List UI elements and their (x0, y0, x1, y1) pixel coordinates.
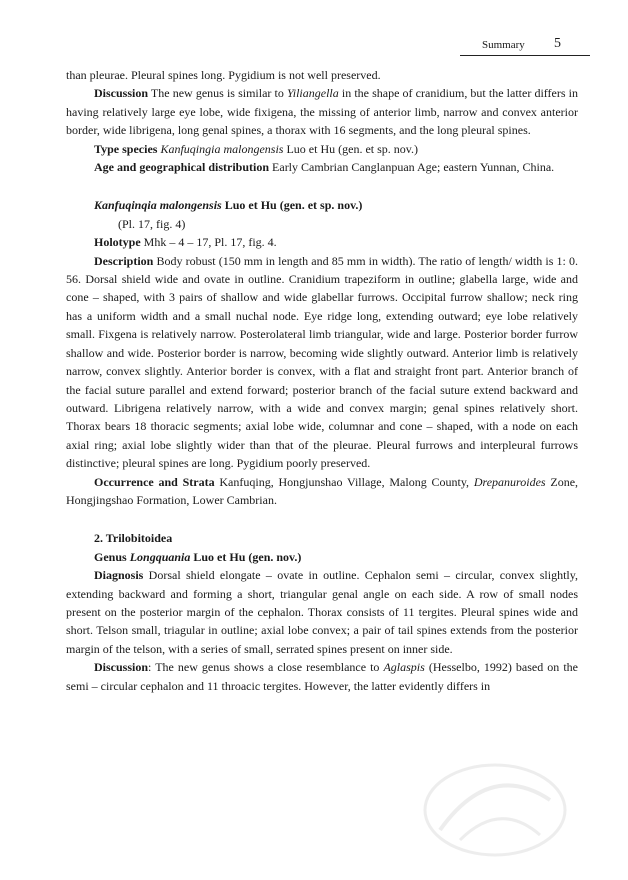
label-description: Description (94, 253, 154, 268)
body-text (66, 66, 578, 695)
paragraph-discussion-2: Discussion: The new genus shows a close resemblance to Aglaspis (Hesselbo, 1992) based on the semi – circular cephalon and 11 throacic tergites. However, the latter evidently differs in (66, 660, 578, 693)
page-number: 5 (554, 36, 561, 51)
paragraph-continuation: than pleurae. Pleural spines long. Pygidium is not well preserved. (66, 68, 381, 82)
label-occurrence: Occurrence and Strata (94, 474, 215, 489)
label-holotype: Holotype (94, 235, 141, 250)
paragraph-description: Description Body robust (150 mm in length and 85 mm in width). The ratio of length/ width is 1: 0. 56. Dorsal shield wide and ovate in outline. Cranidium trapeziform in outline; glabella large, wide and cone – shaped, with 3 pairs of shallow and wide glabellar furrows. Occipital furrow shallow; neck ring has a uniform width and a small nuchal node. Eye ridge long, extending outward; eye lobe relatively small. Fixgena is relatively narrow. Posterolateral limb triangular, wide and large. Posterior border furrow shallow and wide. Posterior border is narrow, becoming wide slightly outward. Anterior limb is relatively narrow, convex slightly. Anterior border is convex, with a flat and straight front part. Anterior branch of the facial suture parallel and extend forward; posterior branch of the facial suture extend backward and outward. Librigena relatively narrow, with a wide and convex margin; genal spines relatively short. Thorax bears 18 thoracic segments; axial lobe wide, columnar and cone – shaped, with a node on each axial ring; axial lobe slightly wider than that of the pleurae. Pleural furrows and interpleural furrows distinctive; pleural spines are long. Pygidium poorly preserved. (66, 253, 578, 471)
section-heading: 2. Trilobitoidea (94, 531, 173, 546)
label-discussion: Discussion (94, 86, 149, 101)
label-type-species: Type species (94, 141, 158, 156)
running-header (460, 36, 590, 58)
paragraph-discussion: Discussion The new genus is similar to Yiliangella in the shape of cranidium, but the latter differs in having relatively large eye lobe, wide fixigena, the missing of anterior limb, narrow and convex anterior border, wide librigena, long genal spines, a thorax with 16 segments, and the long pleural spines. (66, 86, 578, 138)
paragraph-holotype: Holotype Mhk – 4 – 17, Pl. 17, fig. 4. (94, 235, 277, 250)
paragraph-type-species: Type species Kanfuqingia malongensis Luo et Hu (gen. et sp. nov.) (94, 141, 418, 156)
label-discussion-2: Discussion (94, 660, 149, 675)
watermark-image (400, 740, 570, 860)
header-rule (460, 55, 590, 56)
label-diagnosis: Diagnosis (94, 568, 144, 583)
species-heading: Kanfuqinqia malongensis Luo et Hu (gen. et sp. nov.) (94, 198, 363, 213)
paragraph-diagnosis: Diagnosis Dorsal shield elongate – ovate in outline. Cephalon semi – circular, convex slightly, extending backward and forming a short, triangular genal angle on each side. A row of small nodes present on the posterior margin of the cephalon. Thorax consists of 11 tergites. Pleural spines wide and short. Telson small, triagular in outline; axial lobe convex; a pair of tail spines extends from the posterior margin of the telson, with a series of small, serrated spines present on inner side. (66, 568, 578, 656)
header-title: Summary (482, 39, 525, 51)
paragraph-age-distribution: Age and geographical distribution Early Cambrian Canglanpuan Age; eastern Yunnan, China. (94, 160, 555, 175)
label-age: Age and geographical distribution (94, 160, 270, 175)
plate-reference: (Pl. 17, fig. 4) (118, 216, 186, 231)
genus-heading: Genus Longquania Luo et Hu (gen. nov.) (94, 549, 302, 564)
paragraph-occurrence: Occurrence and Strata Kanfuqing, Hongjunshao Village, Malong County, Drepanuroides Zone, Hongjingshao Formation, Lower Cambrian. (66, 474, 579, 507)
